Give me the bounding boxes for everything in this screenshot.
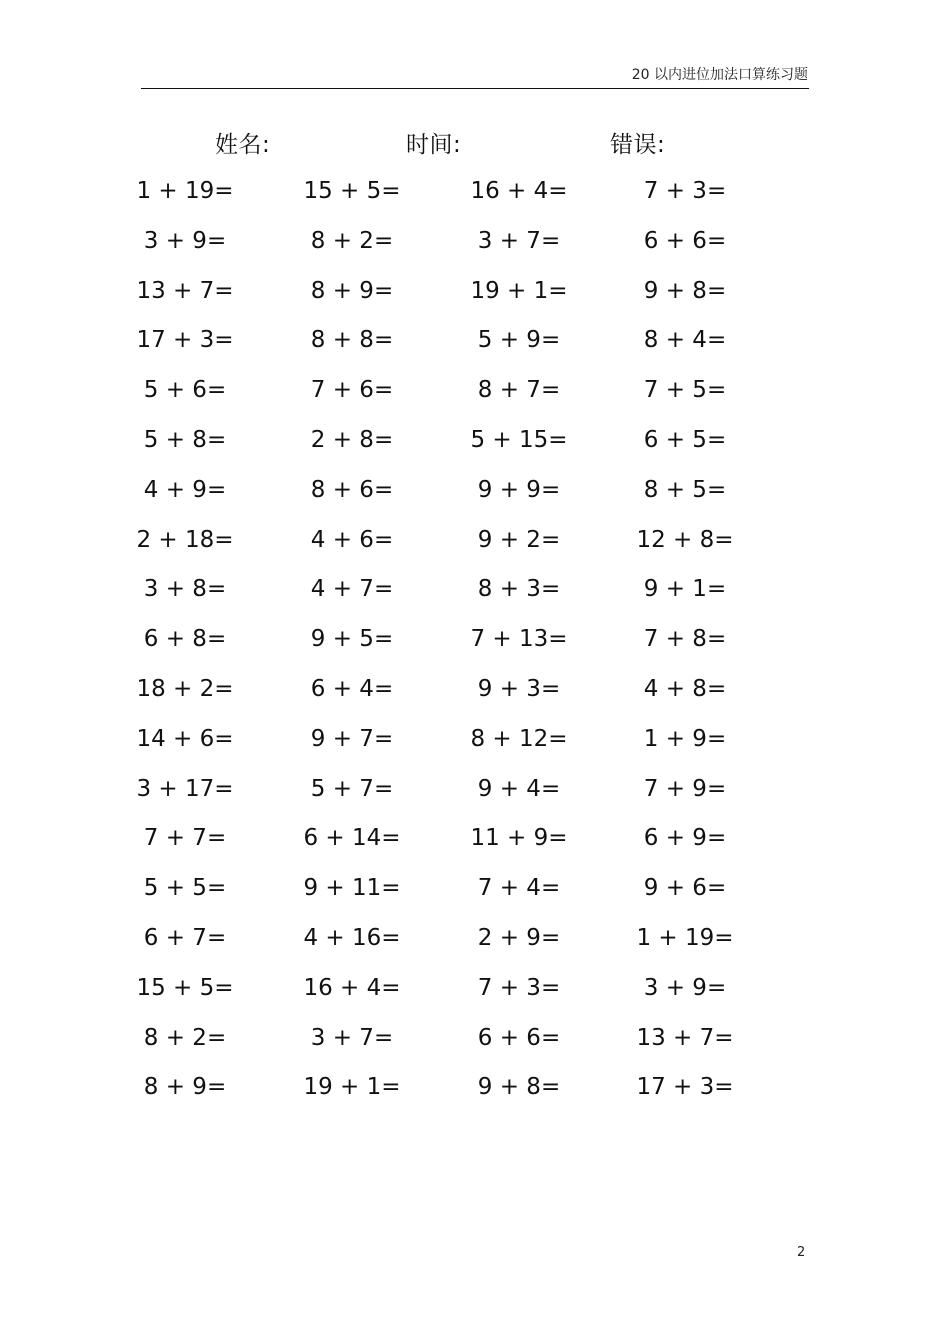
problem-row [0,315,950,365]
addition-problem: 12 + 8= [636,526,734,553]
addition-problem: 5 + 6= [143,377,227,404]
problem-row [0,1013,950,1063]
addition-problem: 9 + 9= [477,476,561,503]
problem-row [0,365,950,415]
addition-problem: 8 + 3= [477,576,561,603]
addition-problem: 9 + 11= [303,875,401,902]
addition-problem: 6 + 6= [643,227,727,254]
addition-problem: 4 + 8= [643,675,727,702]
addition-problem: 15 + 5= [303,178,401,204]
problem-row [0,515,950,565]
addition-problem: 9 + 1= [643,576,727,603]
addition-problem: 7 + 3= [477,974,561,1001]
problem-row [0,863,950,913]
problem-row [0,564,950,614]
addition-problem: 13 + 7= [136,277,234,304]
addition-problem: 4 + 9= [143,476,227,503]
addition-problem: 1 + 9= [643,725,727,752]
addition-problem: 7 + 6= [310,377,394,404]
addition-problem: 1 + 19= [136,178,234,204]
problem-row [0,963,950,1013]
addition-problem: 8 + 6= [310,476,394,503]
problem-grid [0,166,950,1112]
addition-problem: 3 + 9= [143,227,227,254]
addition-problem: 9 + 6= [643,875,727,902]
addition-problem: 6 + 9= [643,825,727,852]
addition-problem: 2 + 8= [310,426,394,453]
addition-problem: 8 + 4= [643,327,727,354]
addition-problem: 6 + 5= [643,426,727,453]
addition-problem: 5 + 9= [477,327,561,354]
addition-problem: 9 + 5= [310,626,394,653]
addition-problem: 19 + 1= [303,1074,401,1101]
header-divider [141,88,809,89]
addition-problem: 6 + 14= [303,825,401,852]
addition-problem: 11 + 9= [470,825,568,852]
problem-row [0,614,950,664]
addition-problem: 7 + 3= [643,178,727,204]
problem-row [0,415,950,465]
addition-problem: 8 + 9= [143,1074,227,1101]
addition-problem: 6 + 4= [310,675,394,702]
addition-problem: 4 + 7= [310,576,394,603]
addition-problem: 8 + 8= [310,327,394,354]
problem-row [0,764,950,814]
addition-problem: 9 + 8= [643,277,727,304]
problem-row [0,913,950,963]
addition-problem: 9 + 8= [477,1074,561,1101]
addition-problem: 5 + 15= [470,426,568,453]
time-field-label: 时间: [406,132,462,158]
addition-problem: 9 + 3= [477,675,561,702]
problem-row [0,1062,950,1112]
addition-problem: 17 + 3= [136,327,234,354]
addition-problem: 15 + 5= [136,974,234,1001]
addition-problem: 7 + 5= [643,377,727,404]
addition-problem: 19 + 1= [470,277,568,304]
problem-row [0,664,950,714]
addition-problem: 5 + 8= [143,426,227,453]
addition-problem: 18 + 2= [136,675,234,702]
addition-problem: 16 + 4= [470,178,568,204]
addition-problem: 7 + 7= [143,825,227,852]
addition-problem: 8 + 12= [470,725,568,752]
errors-field-label: 错误: [610,132,666,158]
addition-problem: 8 + 5= [643,476,727,503]
addition-problem: 7 + 8= [643,626,727,653]
addition-problem: 9 + 7= [310,725,394,752]
problem-row [0,266,950,316]
addition-problem: 6 + 7= [143,924,227,951]
addition-problem: 7 + 4= [477,875,561,902]
addition-problem: 16 + 4= [303,974,401,1001]
addition-problem: 5 + 5= [143,875,227,902]
addition-problem: 4 + 6= [310,526,394,553]
addition-problem: 6 + 8= [143,626,227,653]
addition-problem: 9 + 4= [477,775,561,802]
addition-problem: 3 + 17= [136,775,234,802]
addition-problem: 9 + 2= [477,526,561,553]
addition-problem: 8 + 2= [143,1024,227,1051]
addition-problem: 8 + 9= [310,277,394,304]
problem-row [0,465,950,515]
addition-problem: 7 + 13= [470,626,568,653]
addition-problem: 14 + 6= [136,725,234,752]
addition-problem: 13 + 7= [636,1024,734,1051]
problem-row [0,813,950,863]
addition-problem: 6 + 6= [477,1024,561,1051]
document-header-title: 20 以内进位加法口算练习题 [631,67,808,83]
addition-problem: 8 + 7= [477,377,561,404]
addition-problem: 2 + 9= [477,924,561,951]
page-number: 2 [797,1245,806,1260]
name-field-label: 姓名: [215,132,271,158]
addition-problem: 2 + 18= [136,526,234,553]
addition-problem: 3 + 9= [643,974,727,1001]
addition-problem: 5 + 7= [310,775,394,802]
addition-problem: 4 + 16= [303,924,401,951]
problem-row [0,216,950,266]
problem-row [0,166,950,216]
addition-problem: 8 + 2= [310,227,394,254]
addition-problem: 3 + 7= [310,1024,394,1051]
problem-row [0,714,950,764]
addition-problem: 3 + 7= [477,227,561,254]
addition-problem: 7 + 9= [643,775,727,802]
addition-problem: 1 + 19= [636,924,734,951]
addition-problem: 17 + 3= [636,1074,734,1101]
addition-problem: 3 + 8= [143,576,227,603]
